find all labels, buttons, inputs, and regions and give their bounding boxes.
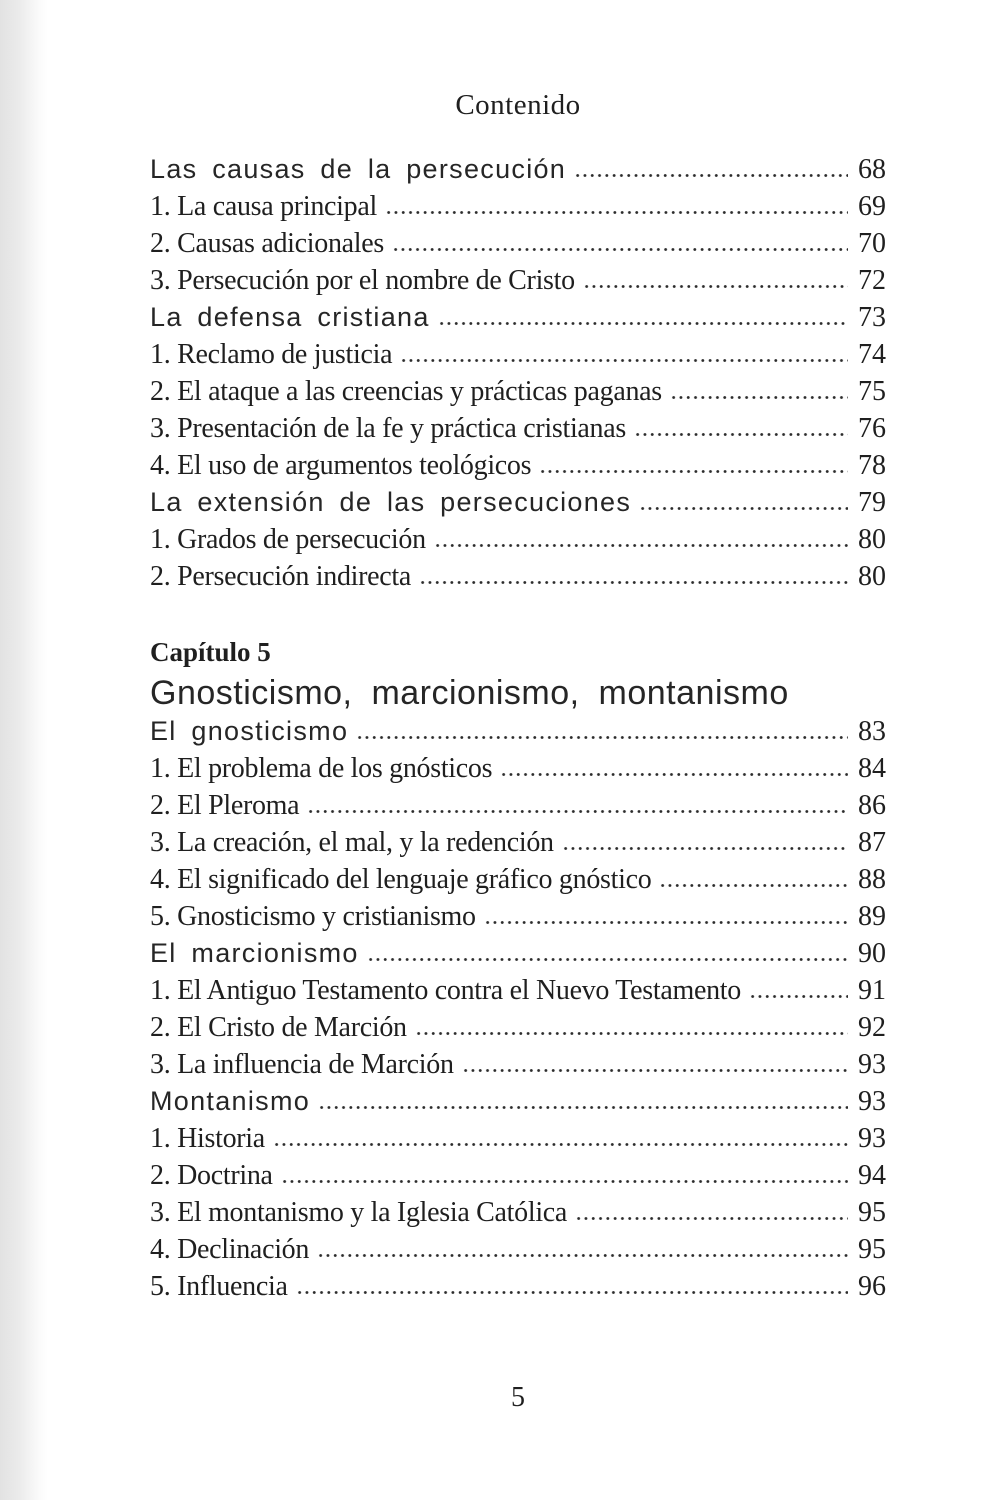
dot-leader bbox=[415, 1031, 848, 1036]
dot-leader bbox=[462, 1068, 848, 1073]
toc-entry-label: Las causas de la persecución bbox=[150, 154, 567, 184]
toc-entry-page-number: 87 bbox=[858, 827, 886, 858]
toc-row bbox=[150, 376, 886, 413]
toc-entry-label: 3. El montanismo y la Iglesia Católica bbox=[150, 1197, 568, 1228]
toc-entry-page-number: 80 bbox=[858, 524, 886, 555]
chapter-kicker: Capítulo 5 bbox=[150, 637, 271, 667]
toc-entry-page-number: 92 bbox=[858, 1012, 886, 1043]
toc-entry-page-number: 76 bbox=[858, 413, 886, 444]
toc-entry-page-number: 74 bbox=[858, 339, 886, 370]
toc-entry-page-number: 75 bbox=[858, 376, 886, 407]
toc-entry-page-number: 83 bbox=[858, 716, 886, 747]
toc-entry-page-number: 86 bbox=[858, 790, 886, 821]
dot-leader bbox=[749, 994, 848, 999]
folio-page-number: 5 bbox=[511, 1382, 525, 1413]
dot-leader bbox=[575, 1216, 848, 1221]
toc-entry-label: 2. Doctrina bbox=[150, 1160, 273, 1191]
toc-entry-label: La extensión de las persecuciones bbox=[150, 487, 632, 517]
toc-entry-label: 1. Historia bbox=[150, 1123, 265, 1154]
toc-row bbox=[150, 716, 886, 753]
dot-leader bbox=[484, 920, 848, 925]
toc-entry-label: 2. El ataque a las creencias y prácticas paganas bbox=[150, 376, 662, 407]
toc-entry-label: 1. El Antiguo Testamento contra el Nuevo Testamento bbox=[150, 975, 741, 1006]
toc-entry-page-number: 95 bbox=[858, 1234, 886, 1265]
toc-row bbox=[150, 1160, 886, 1197]
page-left-edge-shading bbox=[0, 0, 48, 1500]
toc-entry-label: 3. La influencia de Marción bbox=[150, 1049, 454, 1080]
table-of-contents bbox=[150, 154, 886, 1308]
toc-entry-label: 1. El problema de los gnósticos bbox=[150, 753, 493, 784]
toc-entry-label: 2. El Cristo de Marción bbox=[150, 1012, 407, 1043]
toc-row bbox=[150, 864, 886, 901]
toc-row bbox=[150, 450, 886, 487]
toc-entry-page-number: 94 bbox=[858, 1160, 886, 1191]
dot-leader bbox=[318, 1105, 848, 1110]
toc-entry-page-number: 69 bbox=[858, 191, 886, 222]
toc-row bbox=[150, 938, 886, 975]
toc-row bbox=[150, 790, 886, 827]
toc-entry-label: 3. Presentación de la fe y práctica cristianas bbox=[150, 413, 626, 444]
toc-entry-label: 2. Causas adicionales bbox=[150, 228, 384, 259]
toc-entry-page-number: 93 bbox=[858, 1086, 886, 1117]
dot-leader bbox=[434, 543, 848, 548]
toc-section-persecution bbox=[150, 154, 886, 598]
toc-row bbox=[150, 228, 886, 265]
dot-leader bbox=[419, 580, 848, 585]
toc-entry-label: 1. Reclamo de justicia bbox=[150, 339, 393, 370]
toc-entry-page-number: 70 bbox=[858, 228, 886, 259]
toc-row bbox=[150, 827, 886, 864]
toc-row bbox=[150, 339, 886, 376]
toc-entry-label: 2. El Pleroma bbox=[150, 790, 300, 821]
page-content bbox=[150, 0, 886, 1417]
dot-leader bbox=[273, 1142, 848, 1147]
toc-entry-page-number: 96 bbox=[858, 1271, 886, 1302]
dot-leader bbox=[307, 809, 848, 814]
toc-entry-page-number: 84 bbox=[858, 753, 886, 784]
toc-row bbox=[150, 265, 886, 302]
toc-row bbox=[150, 1086, 886, 1123]
toc-entry-label: 5. Gnosticismo y cristianismo bbox=[150, 901, 476, 932]
toc-entry-label: 5. Influencia bbox=[150, 1271, 288, 1302]
toc-entry-label: La defensa cristiana bbox=[150, 302, 430, 332]
toc-entry-label: El marcionismo bbox=[150, 938, 359, 968]
toc-entry-page-number: 89 bbox=[858, 901, 886, 932]
dot-leader bbox=[438, 321, 848, 326]
toc-entry-page-number: 68 bbox=[858, 154, 886, 185]
toc-section-chapter5 bbox=[150, 716, 886, 1308]
toc-entry-page-number: 78 bbox=[858, 450, 886, 481]
dot-leader bbox=[400, 358, 848, 363]
dot-leader bbox=[639, 506, 848, 511]
dot-leader bbox=[500, 772, 848, 777]
toc-entry-page-number: 72 bbox=[858, 265, 886, 296]
dot-leader bbox=[574, 173, 848, 178]
dot-leader bbox=[392, 247, 848, 252]
toc-entry-label: 4. Declinación bbox=[150, 1234, 310, 1265]
toc-entry-label: 2. Persecución indirecta bbox=[150, 561, 412, 592]
toc-entry-page-number: 88 bbox=[858, 864, 886, 895]
toc-entry-page-number: 93 bbox=[858, 1123, 886, 1154]
dot-leader bbox=[583, 284, 848, 289]
toc-entry-label: 1. Grados de persecución bbox=[150, 524, 426, 555]
toc-entry-label: El gnosticismo bbox=[150, 716, 349, 746]
toc-row bbox=[150, 413, 886, 450]
chapter-title: Gnosticismo, marcionismo, montanismo bbox=[150, 674, 789, 712]
chapter-heading bbox=[150, 634, 886, 716]
dot-leader bbox=[367, 957, 848, 962]
dot-leader bbox=[281, 1179, 848, 1184]
toc-entry-label: Montanismo bbox=[150, 1086, 311, 1116]
toc-row bbox=[150, 1049, 886, 1086]
page-title: Contenido bbox=[455, 89, 581, 121]
toc-row bbox=[150, 154, 886, 191]
dot-leader bbox=[562, 846, 848, 851]
dot-leader bbox=[539, 469, 848, 474]
toc-entry-page-number: 90 bbox=[858, 938, 886, 969]
toc-row bbox=[150, 487, 886, 524]
dot-leader bbox=[385, 210, 848, 215]
toc-entry-page-number: 91 bbox=[858, 975, 886, 1006]
toc-row bbox=[150, 561, 886, 598]
dot-leader bbox=[634, 432, 848, 437]
toc-row bbox=[150, 753, 886, 790]
toc-row bbox=[150, 191, 886, 228]
toc-entry-label: 4. El significado del lenguaje gráfico gnóstico bbox=[150, 864, 652, 895]
toc-entry-page-number: 73 bbox=[858, 302, 886, 333]
toc-entry-page-number: 93 bbox=[858, 1049, 886, 1080]
toc-entry-label: 3. Persecución por el nombre de Cristo bbox=[150, 265, 575, 296]
toc-row bbox=[150, 524, 886, 561]
toc-entry-page-number: 79 bbox=[858, 487, 886, 518]
dot-leader bbox=[317, 1253, 848, 1258]
dot-leader bbox=[670, 395, 848, 400]
toc-row bbox=[150, 1012, 886, 1049]
toc-entry-label: 1. La causa principal bbox=[150, 191, 377, 222]
toc-entry-page-number: 80 bbox=[858, 561, 886, 592]
dot-leader bbox=[296, 1290, 848, 1295]
dot-leader bbox=[659, 883, 848, 888]
toc-row bbox=[150, 975, 886, 1012]
toc-row bbox=[150, 1197, 886, 1234]
toc-row bbox=[150, 1234, 886, 1271]
toc-entry-label: 4. El uso de argumentos teológicos bbox=[150, 450, 532, 481]
toc-entry-page-number: 95 bbox=[858, 1197, 886, 1228]
dot-leader bbox=[356, 735, 848, 740]
toc-entry-label: 3. La creación, el mal, y la redención bbox=[150, 827, 554, 858]
toc-row bbox=[150, 1271, 886, 1308]
toc-row bbox=[150, 302, 886, 339]
toc-row bbox=[150, 901, 886, 938]
toc-row bbox=[150, 1123, 886, 1160]
